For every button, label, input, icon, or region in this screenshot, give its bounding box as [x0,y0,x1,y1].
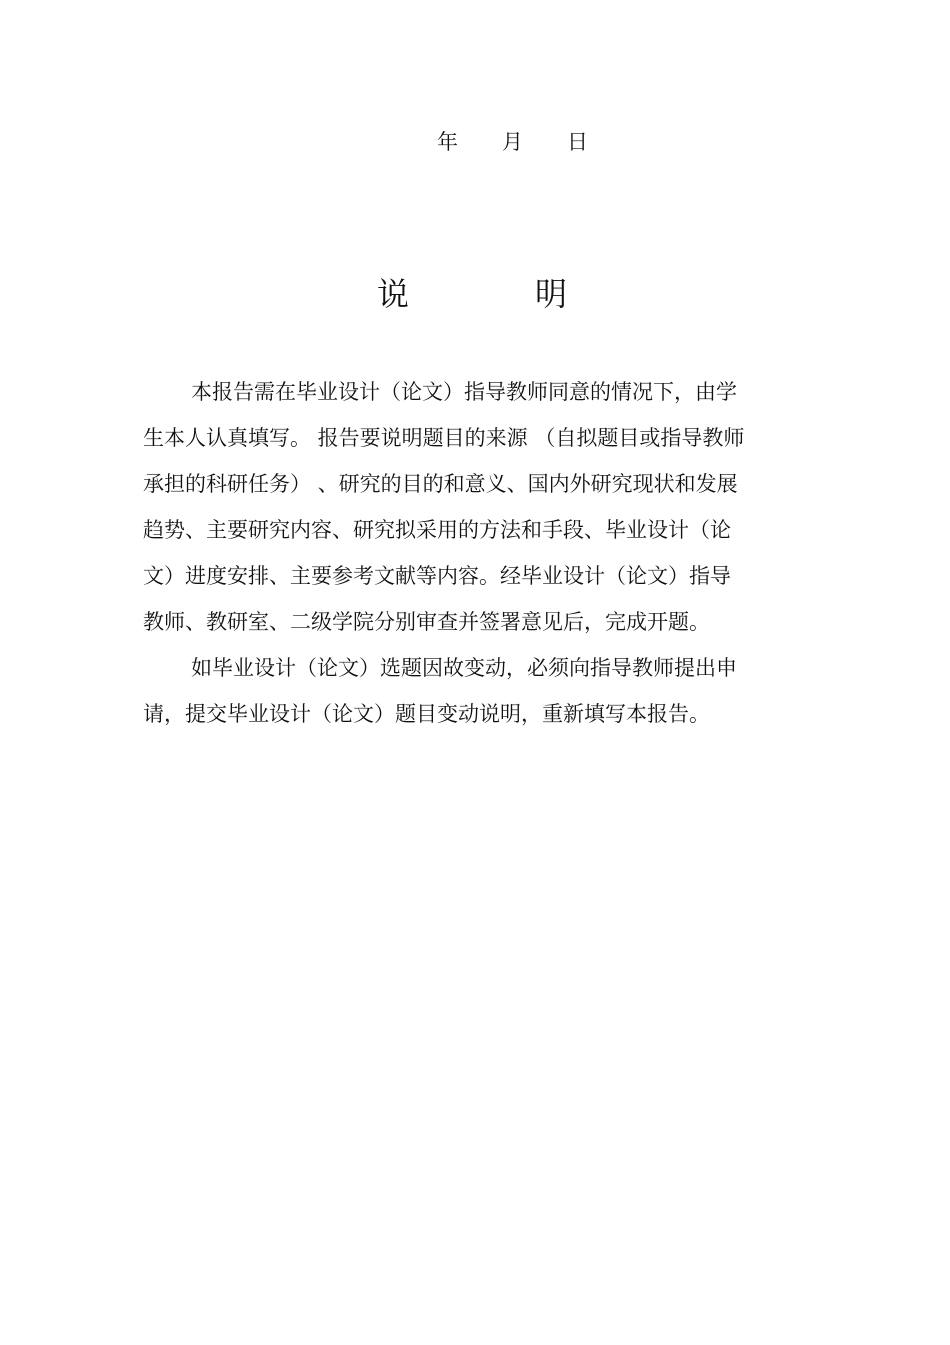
paragraph-line: 教师、教研室、二级学院分别审查并签署意见后，完成开题。 [143,610,710,634]
title-char-1: 说 [377,275,410,313]
year-label: 年 [437,130,458,154]
month-label: 月 [502,130,523,154]
date-line [437,128,588,156]
paragraph-line: 生本人认真填写。 报告要说明题目的来源 （自拟题目或指导教师 [143,426,745,450]
day-label: 日 [567,130,588,154]
paragraph-line: 文）进度安排、主要参考文献等内容。经毕业设计（论文）指导 [143,564,731,588]
paragraph-line: 本报告需在毕业设计（论文）指导教师同意的情况下，由学 [191,380,737,404]
paragraph-line: 承担的科研任务） 、研究的目的和意义、国内外研究现状和发展 [143,472,738,496]
instructions-paragraph-1 [143,369,793,645]
paragraph-line: 请，提交毕业设计（论文）题目变动说明，重新填写本报告。 [143,702,710,726]
paragraph-line: 趋势、主要研究内容、研究拟采用的方法和手段、毕业设计（论 [143,518,731,542]
title-char-2: 明 [535,275,568,313]
paragraph-line: 如毕业设计（论文）选题因故变动，必须向指导教师提出申 [191,656,737,680]
instructions-paragraph-2 [143,645,793,737]
